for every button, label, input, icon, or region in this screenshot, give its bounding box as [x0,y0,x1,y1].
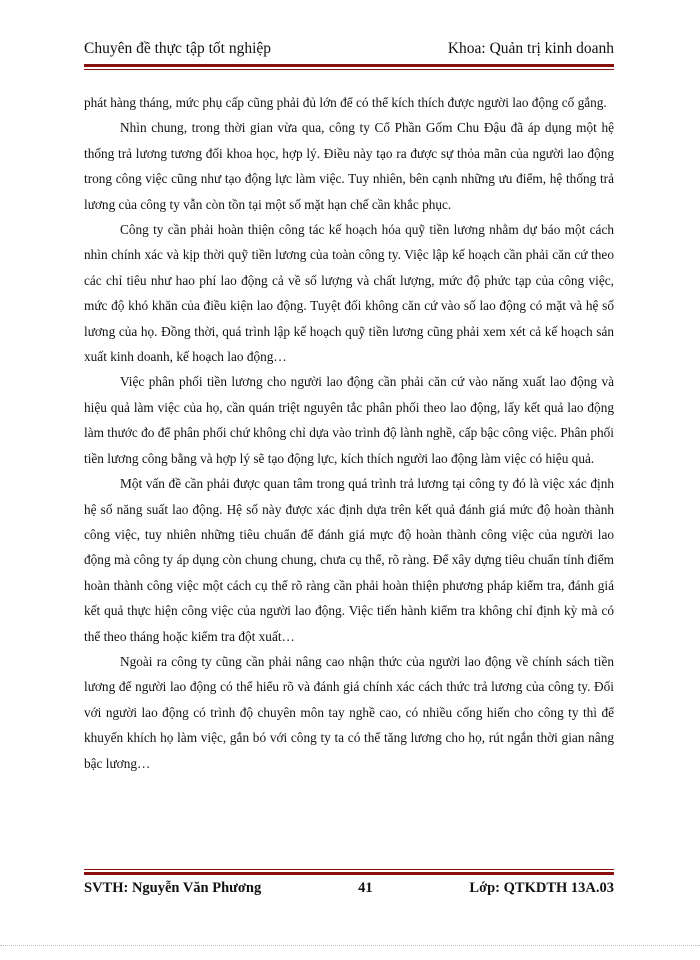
footer-student: SVTH: Nguyễn Văn Phương [84,880,262,896]
paragraph: Nhìn chung, trong thời gian vừa qua, công ty Cổ Phần Gốm Chu Đậu đã áp dụng một hệ thống trả lương tương đối khoa học, hợp lý. Điều này tạo ra được sự thỏa mãn của người lao động trong công việc cũng như tạo động lực làm việc. Tuy nhiên, bên cạnh những ưu điểm, hệ thống trả lương của công ty vẫn còn tồn tại một số mặt hạn chế cần khắc phục. [84,120,614,212]
page-bottom-divider [0,945,700,946]
page-number: 41 [358,880,373,896]
page-footer [84,880,614,897]
header-faculty: Khoa: Quản trị kinh doanh [447,40,614,57]
paragraph: Ngoài ra công ty cũng cần phải nâng cao nhận thức của người lao động về chính sách tiền lương để người lao động có thể hiểu rõ và đánh giá chính xác cách thức trả lương của công ty. Đối với người lao động có trình độ chuyên môn tay nghề cao, có nhiều cống hiến cho công ty thì để khuyến khích họ làm việc, gắn bó với công ty ta có thể tăng lương cho họ, rút ngắn thời gian nâng bậc lương… [84,653,614,771]
footer-rule [84,869,614,875]
header-rule [84,64,614,70]
header-title: Chuyên đề thực tập tốt nghiệp [84,40,272,57]
body-text [84,90,614,776]
page-header [84,40,614,58]
paragraph: Việc phân phối tiền lương cho người lao động cần phải căn cứ vào năng xuất lao động và hiệu quả làm việc của họ, cần quán triệt nguyên tắc phân phối theo lao động, lấy kết quả lao động làm thước đo để phân phối chứ không chỉ dựa vào trình độ lành nghề, cấp bậc công việc. Phân phối tiền lương công bằng và hợp lý sẽ tạo động lực, kích thích người lao động làm việc có hiệu quả. [84,374,614,466]
footer-class: Lớp: QTKDTH 13A.03 [469,880,614,896]
paragraph: phát hàng tháng, mức phụ cấp cũng phải đủ lớn để có thể kích thích được người lao động cố gắng. [84,95,607,110]
paragraph: Công ty cần phải hoàn thiện công tác kế hoạch hóa quỹ tiền lương nhằm dự báo một cách nhìn chính xác và kịp thời quỹ tiền lương của toàn công ty. Việc lập kế hoạch cần phải căn cứ theo các chỉ tiêu như hao phí lao động cả về số lượng và chất lượng, mức độ phức tạp của công việc, mức độ khó khăn của điều kiện lao động. Tuyệt đối không căn cứ vào số lao động có mặt và hệ số lương của họ. Đồng thời, quá trình lập kế hoạch quỹ tiền lương cũng phải xem xét cả kế hoạch sản xuất kinh doanh, kế hoạch lao động… [84,222,614,365]
paragraph: Một vấn đề cần phải được quan tâm trong quá trình trả lương tại công ty đó là việc xác định hệ số năng suất lao động. Hệ số này được xác định dựa trên kết quả đánh giá mức độ hoàn thành công việc, tuy nhiên những tiêu chuẩn để đánh giá mực độ hoàn thành công việc của người lao động mà công ty áp dụng còn chung chung, chưa cụ thể, rõ ràng. Để xây dựng tiêu chuẩn tính điểm hoàn thành công việc một cách cụ thể rõ ràng cần phải hoàn thiện phương pháp kiểm tra, đánh giá kết quả thực hiện công việc của người lao động. Việc tiến hành kiểm tra không chỉ định kỳ mà có thể theo tháng hoặc kiểm tra đột xuất… [84,476,614,644]
